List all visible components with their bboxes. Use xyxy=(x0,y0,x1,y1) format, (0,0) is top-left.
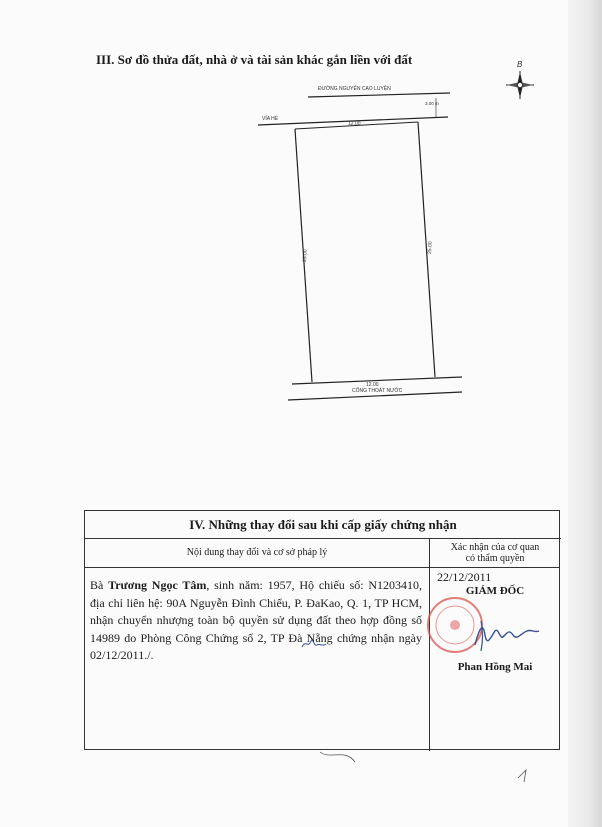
sidewalk-label: VỈA HÈ xyxy=(262,116,279,122)
signature-icon xyxy=(465,611,545,656)
drain-label: CỐNG THOÁT NƯỚC xyxy=(352,388,403,394)
authority-header-line2: có thẩm quyền xyxy=(465,553,525,564)
signer-name: Phan Hồng Mai xyxy=(457,661,533,673)
road-label: ĐƯỜNG NGUYỄN CAO LUYỆN xyxy=(318,86,391,92)
content-body: , sinh năm: 1957, Hộ chiếu số: N1203410, địa chỉ liên hệ: 90A Nguyễn Đình Chiểu, P. ĐaKao, Q. 1, TP HCM, nhận chuyển nhượng toàn bộ quyền sử dụng đất theo hợp đồng số 14989 do Phòng Công Chứng số 2, TP Đà Nẵng chứng nhận ngày 02/12/2011./. xyxy=(90,578,422,662)
compass-icon xyxy=(506,71,534,99)
sign-title: GIÁM ĐỐC xyxy=(465,585,525,597)
initials-mark-icon xyxy=(300,635,328,653)
setback-label: 3.00 m xyxy=(425,101,439,106)
compass-north-label: B xyxy=(517,60,523,69)
change-content-header: Nội dung thay đổi và cơ sở pháp lý xyxy=(186,547,328,558)
left-length-label: 25.00 xyxy=(302,249,309,263)
section-title: III. Sơ đồ thửa đất, nhà ở và tài sản khác gắn liền với đất xyxy=(96,52,413,67)
changes-table xyxy=(84,510,560,750)
road-line xyxy=(308,93,450,97)
table-title: IV. Những thay đổi sau khi cấp giấy chứng nhận xyxy=(85,511,561,539)
header-row-divider xyxy=(85,567,559,568)
content-name: Trương Ngọc Tâm xyxy=(108,578,207,592)
change-content xyxy=(90,577,422,665)
right-length-label: 25.00 xyxy=(427,241,434,255)
top-width-label: 12.00 xyxy=(348,121,361,127)
authority-header xyxy=(430,542,560,564)
content-prefix: Bà xyxy=(90,578,109,592)
sign-date: 22/12/2011 xyxy=(437,570,492,584)
bottom-width-label: 12.00 xyxy=(366,382,379,388)
authority-header-line1: Xác nhận của cơ quan xyxy=(450,542,540,553)
